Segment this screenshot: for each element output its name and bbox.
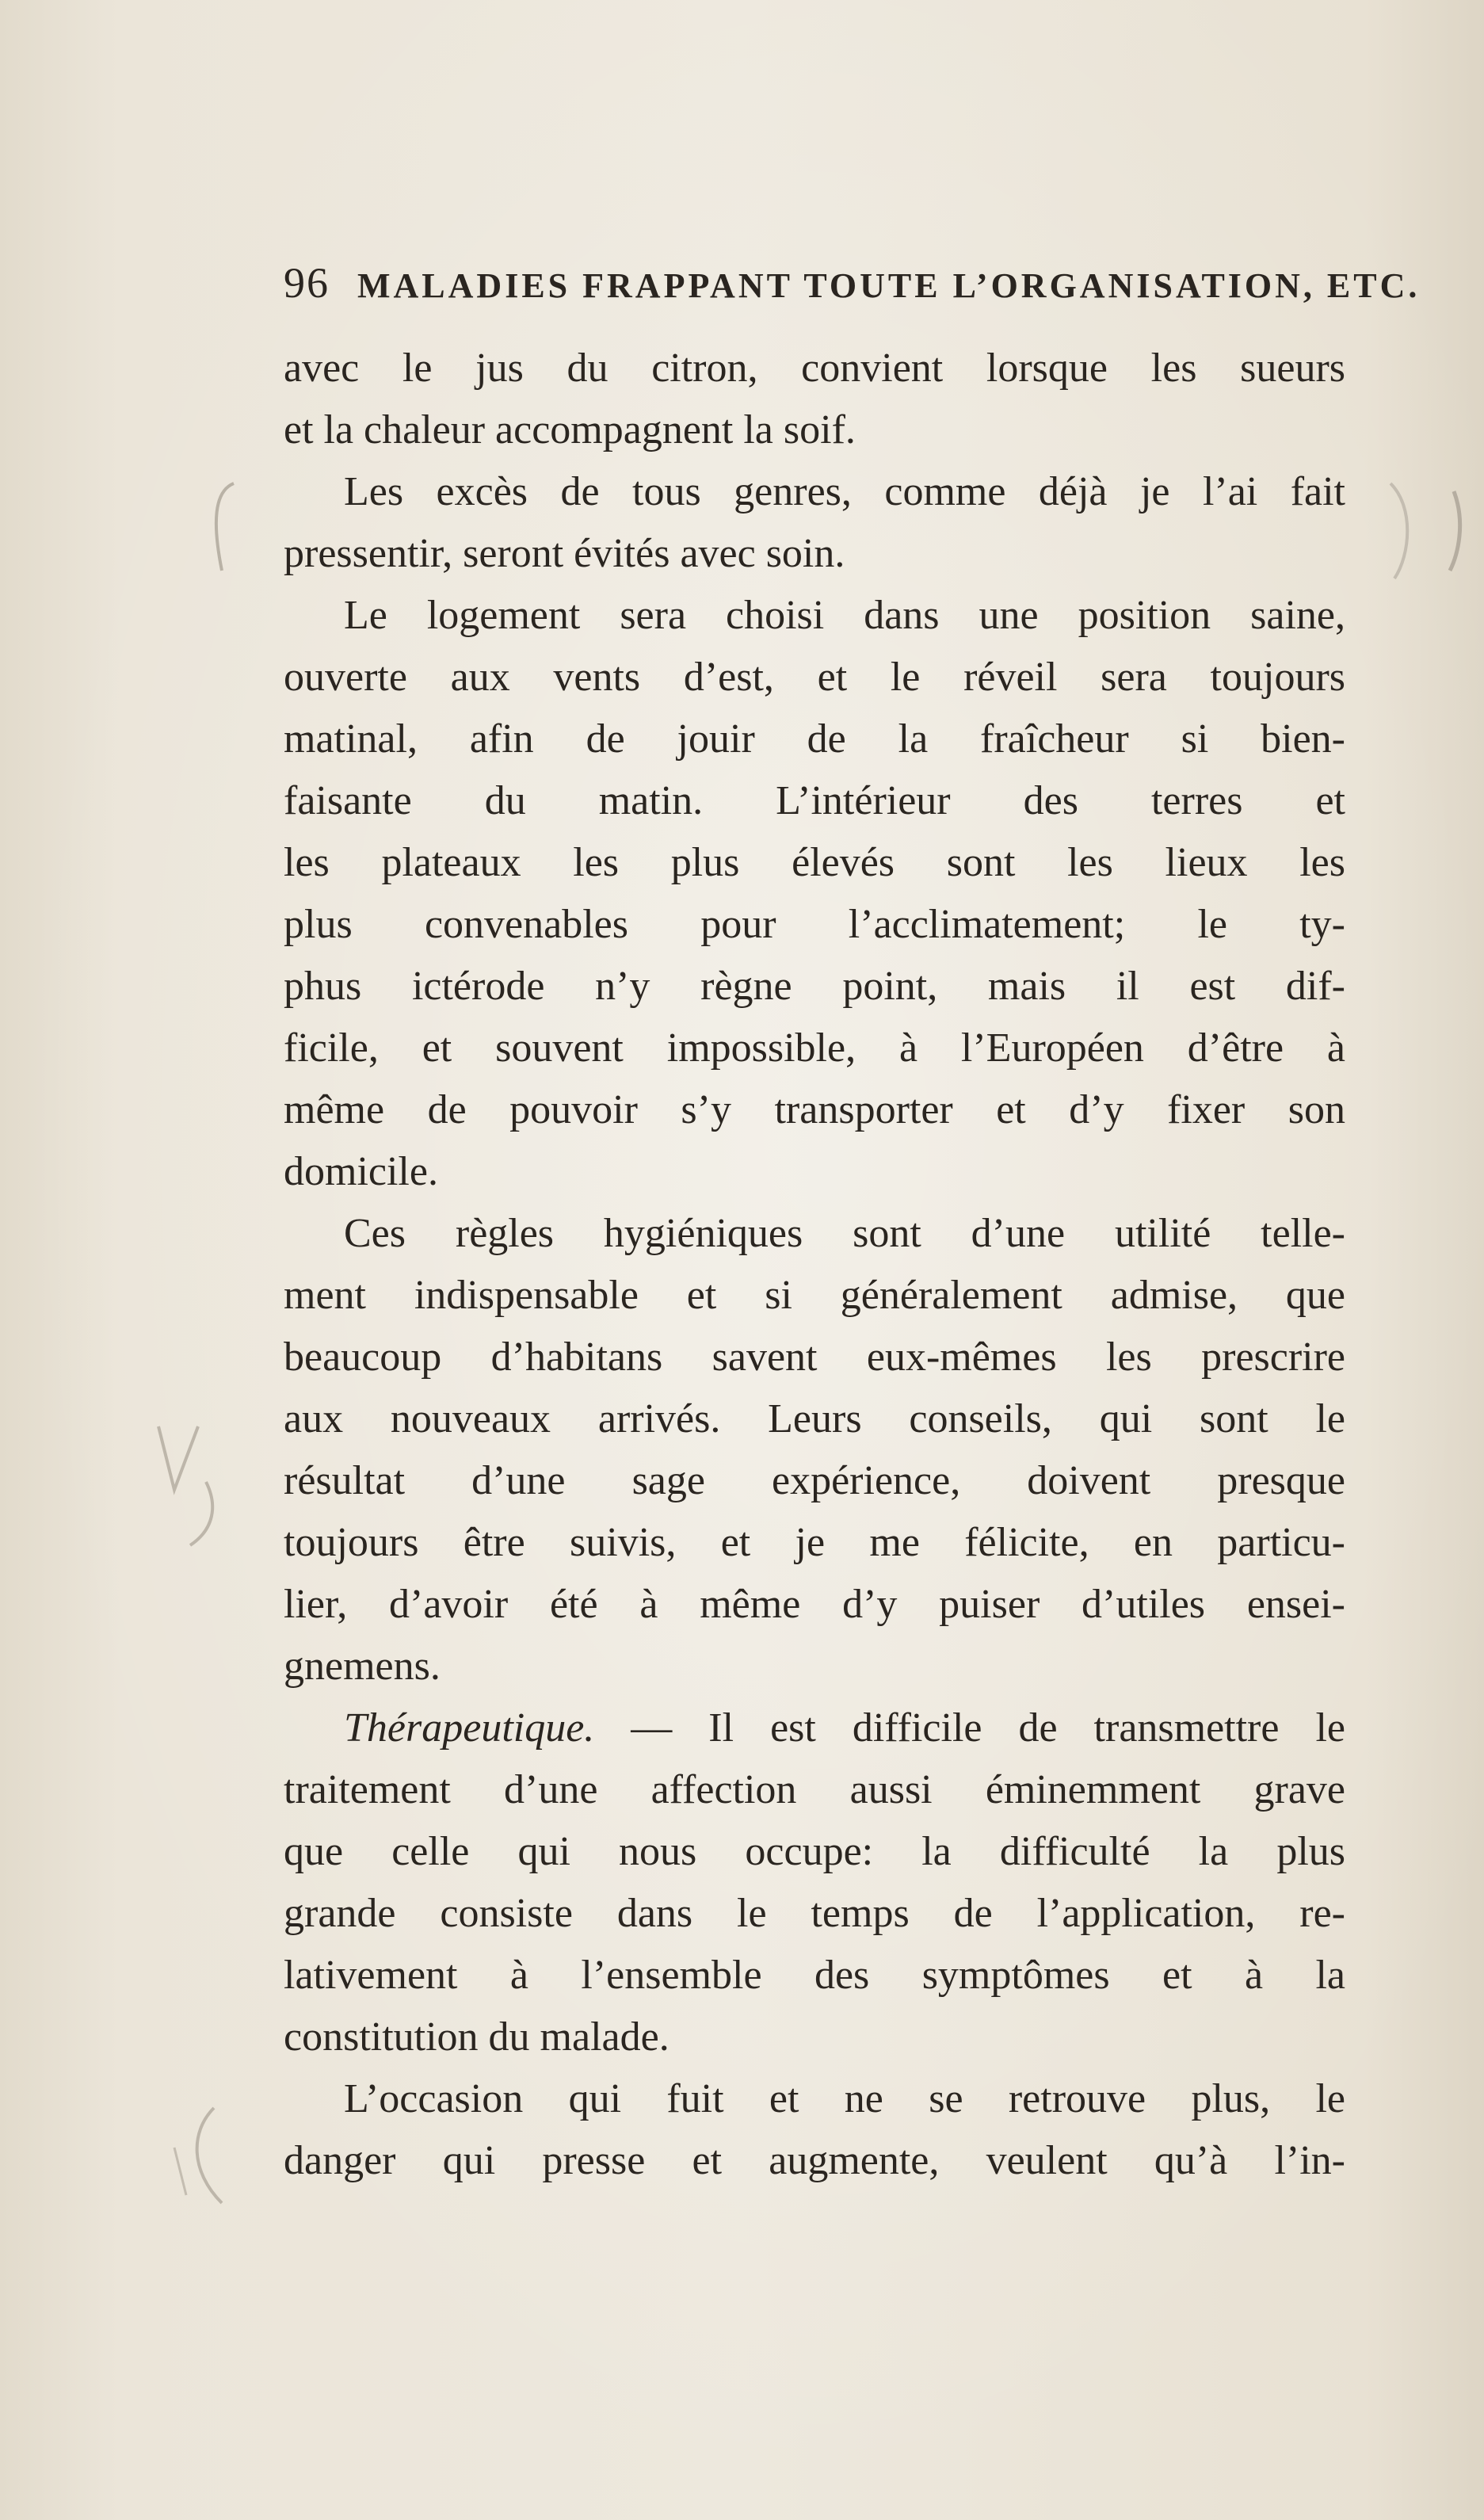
text-line: grande consiste dans le temps de l’application, re- — [284, 1891, 1345, 1936]
text-line: avec le jus du citron, convient lorsque les sueurs — [284, 346, 1345, 391]
text-line: aux nouveaux arrivés. Leurs conseils, qui sont le — [284, 1396, 1345, 1441]
text-line: résultat d’une sage expérience, doivent presque — [284, 1458, 1345, 1503]
text-line: traitement d’une affection aussi éminemment grave — [284, 1767, 1345, 1812]
text-line — [284, 1697, 1345, 1759]
text-line: matinal, afin de jouir de la fraîcheur si bien- — [284, 716, 1345, 762]
text-line: Le logement sera choisi dans une position saine, — [344, 593, 1345, 638]
page-header — [284, 258, 1421, 322]
pencil-mark-right-1 — [1379, 475, 1474, 586]
text-line: plus convenables pour l’acclimatement; le ty- — [284, 902, 1345, 947]
text-line: pressentir, seront évités avec soin. — [284, 531, 845, 576]
text-line: danger qui presse et augmente, veulent qu’à l’in- — [284, 2138, 1345, 2183]
text-line: ouverte aux vents d’est, et le réveil sera toujours — [284, 655, 1345, 700]
pencil-mark-left-1 — [198, 475, 246, 586]
text-line: lier, d’avoir été à même d’y puiser d’utiles ensei- — [284, 1582, 1345, 1627]
text-line: constitution du malade. — [284, 2014, 670, 2060]
text-line: même de pouvoir s’y transporter et d’y fixer son — [284, 1087, 1345, 1132]
text-line: que celle qui nous occupe: la difficulté la plus — [284, 1829, 1345, 1874]
text-line: toujours être suivis, et je me félicite, en particu- — [284, 1520, 1345, 1565]
pencil-mark-left-2 — [143, 1411, 238, 1553]
pencil-mark-left-3 — [158, 2100, 238, 2211]
running-head: MALADIES FRAPPANT TOUTE L’ORGANISATION, ETC. — [357, 266, 1421, 305]
text-line: phus ictérode n’y règne point, mais il est dif- — [284, 964, 1345, 1009]
text-line: domicile. — [284, 1149, 438, 1194]
text-line: beaucoup d’habitans savent eux-mêmes les prescrire — [284, 1334, 1345, 1380]
text-line: et la chaleur accompagnent la soif. — [284, 407, 856, 452]
text-line: Les excès de tous genres, comme déjà je l’ai fait — [344, 469, 1345, 514]
therapeutique-text: — Il est difficile de transmettre le — [594, 1705, 1345, 1751]
text-line: L’occasion qui fuit et ne se retrouve plus, le — [344, 2076, 1345, 2121]
text-line: ficile, et souvent impossible, à l’Européen d’être à — [284, 1025, 1345, 1071]
text-line: les plateaux les plus élevés sont les lieux les — [284, 840, 1345, 885]
text-line: lativement à l’ensemble des symptômes et à la — [284, 1953, 1345, 1998]
page-number: 96 — [284, 259, 330, 307]
text-line: gnemens. — [284, 1644, 441, 1689]
body-text — [284, 338, 1345, 2192]
text-line: Ces règles hygiéniques sont d’une utilité telle- — [344, 1211, 1345, 1256]
text-line: ment indispensable et si généralement admise, que — [284, 1273, 1345, 1318]
text-line: faisante du matin. L’intérieur des terres et — [284, 778, 1345, 823]
therapeutique-heading: Thérapeutique. — [344, 1705, 595, 1751]
